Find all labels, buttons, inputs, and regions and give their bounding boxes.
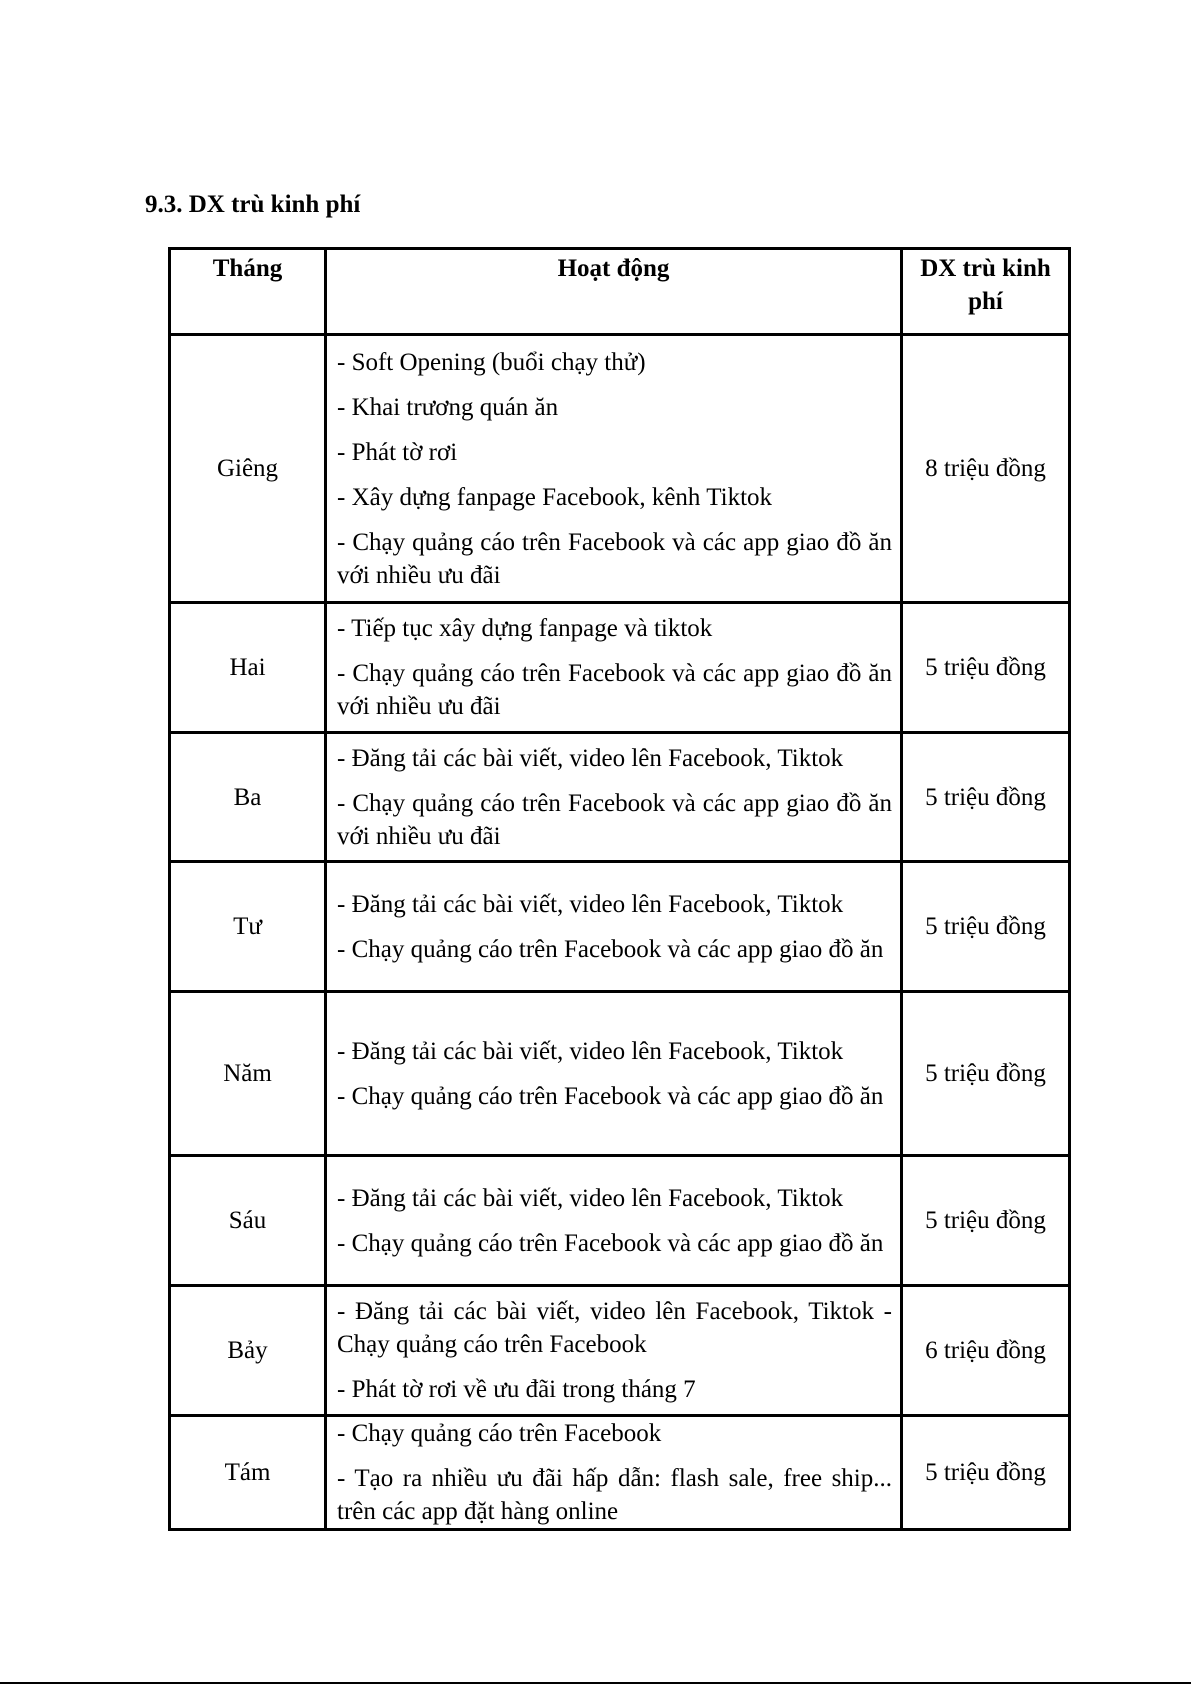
- activity-cell: [326, 1156, 902, 1286]
- activity-cell: [326, 603, 902, 733]
- table-row: [170, 733, 1070, 862]
- month-cell: Bảy: [170, 1286, 326, 1416]
- activity-item: - Phát tờ rơi: [337, 438, 458, 466]
- cost-cell: 5 triệu đồng: [902, 1416, 1070, 1530]
- month-cell: Tư: [170, 862, 326, 992]
- activity-cell: [326, 335, 902, 603]
- activity-item: - Đăng tải các bài viết, video lên Facebook, Tiktok: [337, 744, 844, 772]
- activity-item: - Đăng tải các bài viết, video lên Facebook, Tiktok: [337, 890, 844, 918]
- table-row: [170, 992, 1070, 1156]
- activity-cell: [326, 1416, 902, 1530]
- activity-item: - Chạy quảng cáo trên Facebook và các app giao đồ ăn: [337, 935, 884, 963]
- activity-item: - Chạy quảng cáo trên Facebook: [337, 1420, 662, 1447]
- month-cell: Giêng: [170, 335, 326, 603]
- activity-cell: [326, 992, 902, 1156]
- cost-cell: 6 triệu đồng: [902, 1286, 1070, 1416]
- table-header-row: [170, 249, 1070, 335]
- activity-item: - Phát tờ rơi về ưu đãi trong tháng 7: [337, 1376, 696, 1403]
- month-cell: Hai: [170, 603, 326, 733]
- table-row: [170, 603, 1070, 733]
- cost-cell: 5 triệu đồng: [902, 733, 1070, 862]
- month-cell: Sáu: [170, 1156, 326, 1286]
- activity-cell: [326, 1286, 902, 1416]
- cost-cell: 5 triệu đồng: [902, 862, 1070, 992]
- section-title: 9.3. DX trù kinh phí: [145, 191, 361, 218]
- activity-item: - Soft Opening (buổi chạy thử): [337, 348, 646, 376]
- activity-item: - Xây dựng fanpage Facebook, kênh Tiktok: [337, 483, 773, 511]
- cost-cell: 5 triệu đồng: [902, 603, 1070, 733]
- table-row: [170, 862, 1070, 992]
- cost-cell: 5 triệu đồng: [902, 1156, 1070, 1286]
- table-row: [170, 335, 1070, 603]
- month-cell: Ba: [170, 733, 326, 862]
- header-month: Tháng: [170, 249, 326, 335]
- activity-item: - Khai trương quán ăn: [337, 393, 559, 421]
- activity-item: - Chạy quảng cáo trên Facebook và các app giao đồ ăn: [337, 1082, 884, 1110]
- activity-item: - Chạy quảng cáo trên Facebook và các app giao đồ ăn với nhiều ưu đãi: [337, 528, 892, 589]
- activity-item: - Tạo ra nhiều ưu đãi hấp dẫn: flash sale, free ship... trên các app đặt hàng online: [337, 1465, 892, 1525]
- activity-item: - Chạy quảng cáo trên Facebook và các app giao đồ ăn với nhiều ưu đãi: [337, 789, 892, 850]
- activity-cell: [326, 862, 902, 992]
- activity-item: - Tiếp tục xây dựng fanpage và tiktok: [337, 615, 713, 642]
- table-row: [170, 1156, 1070, 1286]
- budget-table: [168, 247, 1071, 1531]
- header-activity: Hoạt động: [326, 249, 902, 335]
- activity-item: - Chạy quảng cáo trên Facebook và các app giao đồ ăn: [337, 1229, 884, 1257]
- activity-item: - Đăng tải các bài viết, video lên Facebook, Tiktok: [337, 1184, 844, 1212]
- table-row: [170, 1416, 1070, 1530]
- month-cell: Tám: [170, 1416, 326, 1530]
- activity-item: - Đăng tải các bài viết, video lên Facebook, Tiktok - Chạy quảng cáo trên Facebook: [337, 1298, 892, 1358]
- activity-item: - Chạy quảng cáo trên Facebook và các app giao đồ ăn với nhiều ưu đãi: [337, 660, 892, 720]
- cost-cell: 8 triệu đồng: [902, 335, 1070, 603]
- month-cell: Năm: [170, 992, 326, 1156]
- activity-item: - Đăng tải các bài viết, video lên Facebook, Tiktok: [337, 1037, 844, 1065]
- header-cost: DX trù kinh phí: [902, 249, 1070, 335]
- cost-cell: 5 triệu đồng: [902, 992, 1070, 1156]
- activity-cell: [326, 733, 902, 862]
- table-row: [170, 1286, 1070, 1416]
- page-bottom-rule: [0, 1682, 1191, 1684]
